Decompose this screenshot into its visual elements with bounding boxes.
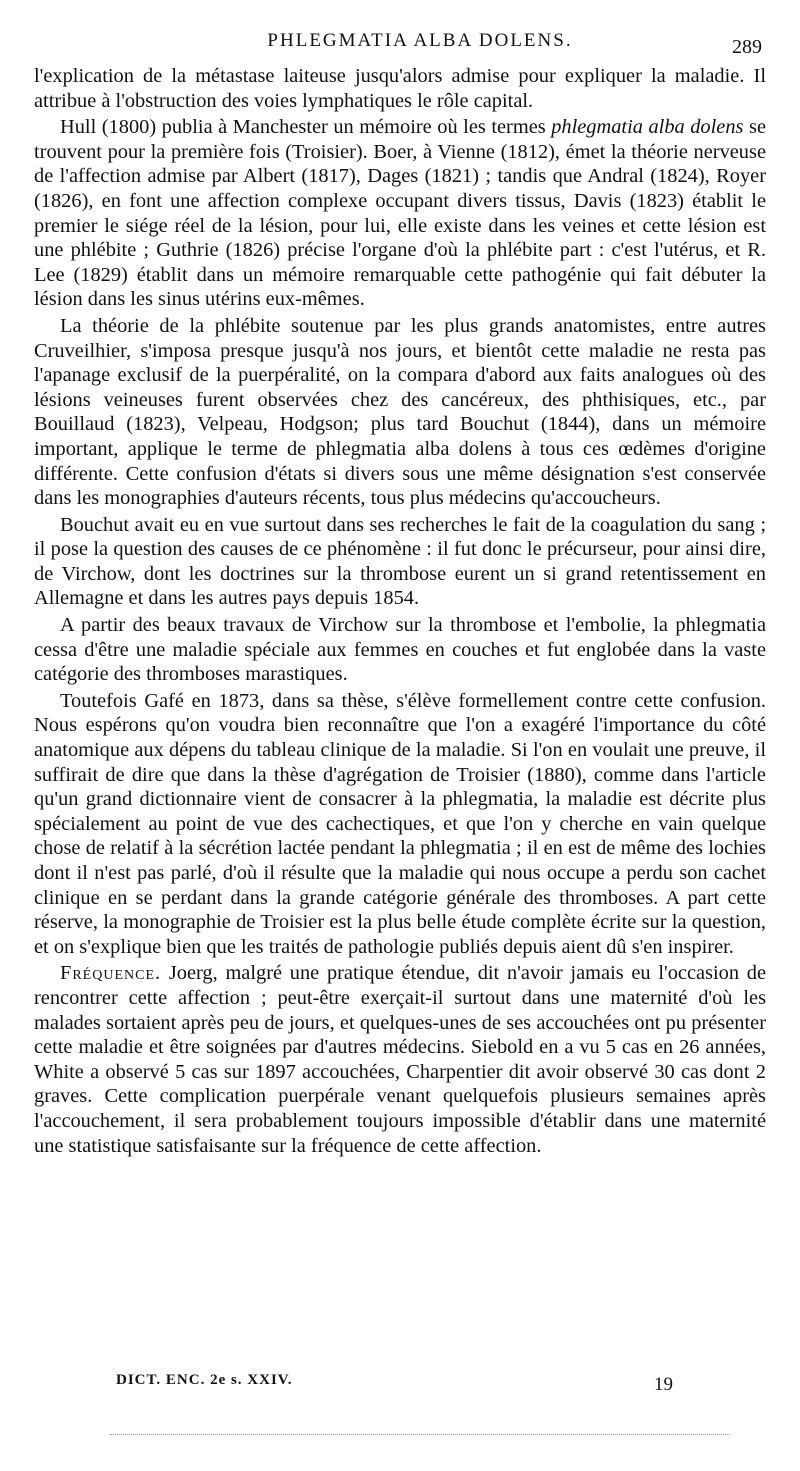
paragraph-1	[34, 64, 766, 113]
bottom-dotted-rule	[110, 1434, 730, 1435]
paragraph-5-text: A partir des beaux travaux de Virchow sur la thrombose et l'embolie, la phlegmatia cessa d'être une maladie spéciale aux femmes en couches et fut englobée dans la vaste catégorie des thromboses marastiques.	[34, 614, 766, 686]
running-title: PHLEGMATIA ALBA DOLENS.	[267, 30, 573, 51]
section-heading-frequence: Fréquence.	[60, 962, 162, 985]
paragraph-2-italic-term: phlegmatia alba dolens	[551, 116, 744, 139]
paragraph-6-text: Toutefois Gafé en 1873, dans sa thèse, s'élève formellement contre cette confusion. Nous espérons qu'on voudra bien reconnaître que l'on a exagéré l'importance du côté anatomique aux dépens du tableau clinique de la maladie. Si l'on en voulait une preuve, il suffirait de dire que dans la thèse d'agrégation de Troisier (1880), comme dans l'article qu'un grand dictionnaire vient de consacrer à la phlegmatia, la maladie est décrite plus spécialement au point de vue des cachectiques, et que l'on y cherche en vain quelque chose de relatif à la sécrétion lactée pendant la phlegmatia ; il en est de même des lochies dont il n'est pas parlé, d'où il résulte que la maladie qui nous occupe a perdu son cachet clinique en se perdant dans la grande catégorie générale des thromboses. A part cette réserve, la monographie de Troisier est la plus belle étude complète écrite sur la question, et on s'explique bien que les traités de pathologie publiés depuis aient dû s'en inspirer.	[34, 689, 766, 958]
paragraph-2-lead: Hull (1800) publia à Manchester un mémoire où les termes	[60, 116, 552, 139]
paragraph-2-rest: se trouvent pour la première fois (Troisier). Boer, à Vienne (1812), émet la théorie nerveuse de l'affection admise par Albert (1817), Dages (1821) ; tandis que Andral (1824), Royer (1826), en font une affection complexe occupant divers tissus, Davis (1823) établit le premier le siége réel de la lésion, pour lui, elle existe dans les veines et cette lésion est une phlébite ; Guthrie (1826) précise l'organe d'où la phlébite part : c'est l'utérus, et R. Lee (1829) établit dans un mémoire remarquable cette pathogénie qui fait débuter la lésion dans les sinus utérins eux-mêmes.	[34, 116, 766, 311]
paragraph-7	[34, 961, 766, 1158]
signature-number: 19	[654, 1374, 673, 1395]
page-number: 289	[732, 36, 762, 58]
paragraph-3-text: La théorie de la phlébite soutenue par les plus grands anatomistes, entre autres Cruveilhier, s'imposa presque jusqu'à nos jours, et bientôt cette maladie ne resta pas l'apanage exclusif de la puerpéralité, on la compara d'abord aux faits analogues où des lésions veineuses furent observées chez des cancéreux, des phthisiques, etc., par Bouillaud (1823), Velpeau, Hodgson; plus tard Bouchut (1844), dans un mémoire important, applique le terme de phlegmatia alba dolens à tous ces œdèmes d'origine différente. Cette confusion d'états si divers sous une même désignation s'est conservée dans les monographies d'auteurs récents, tous plus médecins qu'accoucheurs.	[34, 314, 766, 510]
running-head	[30, 30, 770, 56]
paragraph-3	[34, 314, 766, 511]
paragraph-5	[34, 613, 766, 687]
paragraph-1-text: l'explication de la métastase laiteuse jusqu'alors admise pour expliquer la maladie. Il attribue à l'obstruction des voies lymphatiques le rôle capital.	[34, 65, 766, 112]
paragraph-6	[34, 689, 766, 960]
printer-signature: DICT. ENC. 2e s. XXIV.	[116, 1372, 293, 1388]
paragraph-2	[34, 115, 766, 312]
body-text	[34, 64, 766, 1160]
paragraph-4-text: Bouchut avait eu en vue surtout dans ses recherches le fait de la coagulation du sang ; il pose la question des causes de ce phénomène : il fut donc le précurseur, pour ainsi dire, de Virchow, dont les doctrines sur la thrombose eurent un si grand retentissement en Allemagne et dans les autres pays depuis 1854.	[34, 513, 766, 610]
paragraph-7-text: Joerg, malgré une pratique étendue, dit n'avoir jamais eu l'occasion de rencontrer cette affection ; peut-être exerçait-il surtout dans une maternité d'où les malades sortaient après peu de jours, et quelques-unes de ses accouchées ont pu présenter cette maladie et être soignées par d'autres médecins. Siebold en a vu 5 cas en 26 années, White a observé 5 cas sur 1897 accouchées, Charpentier dit avoir observé 30 cas dont 2 graves. Cette complication puerpérale venant quelquefois plusieurs semaines après l'accouchement, il sera probablement toujours impossible d'établir dans une maternité une statistique satisfaisante sur la fréquence de cette affection.	[34, 962, 766, 1157]
page-footer	[34, 1368, 766, 1408]
paragraph-4	[34, 513, 766, 611]
